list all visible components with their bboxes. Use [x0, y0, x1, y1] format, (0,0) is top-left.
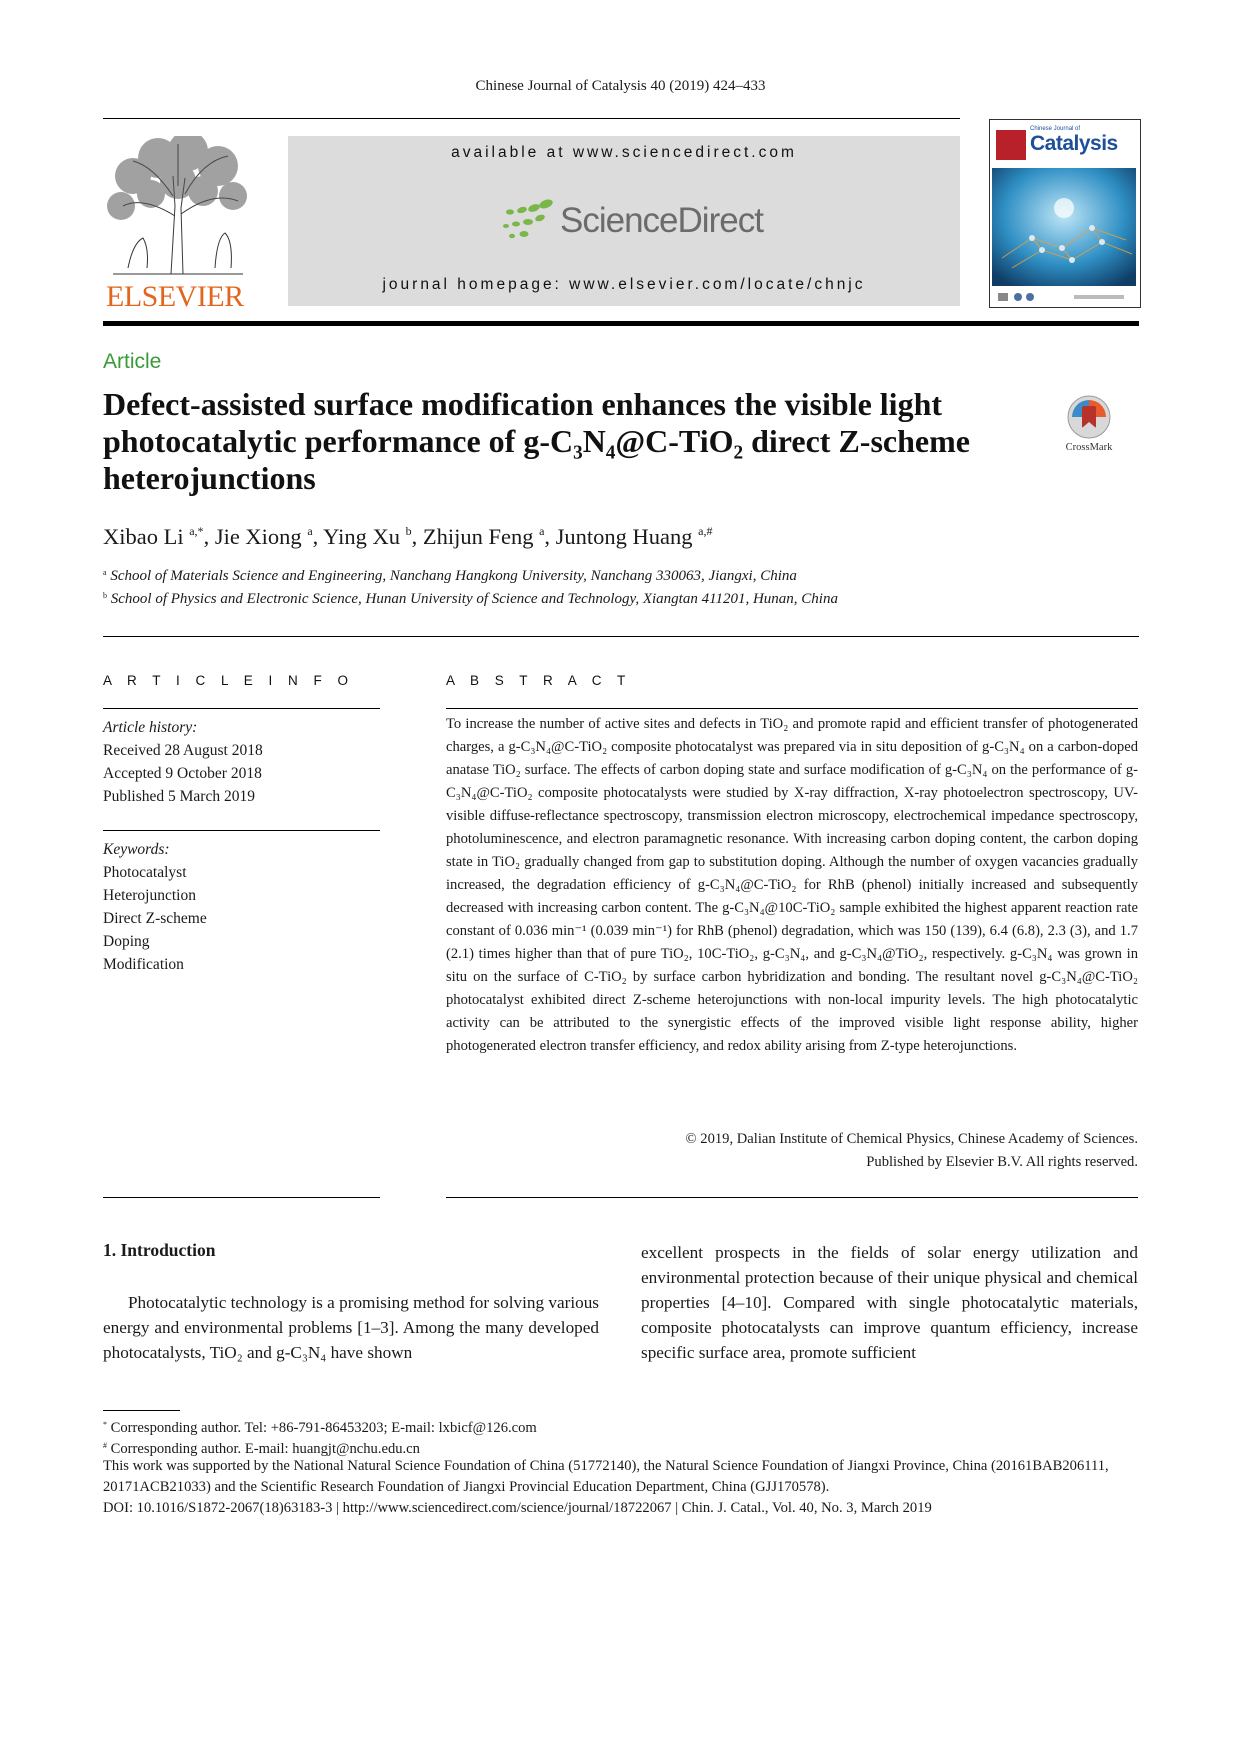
copyright-line: © 2019, Dalian Institute of Chemical Physics, Chinese Academy of Sciences.	[685, 1131, 1138, 1147]
author-affil-mark: a,*	[189, 524, 204, 538]
history-accepted: Accepted 9 October 2018	[103, 765, 262, 782]
keyword-item[interactable]: Doping	[103, 933, 150, 950]
elsevier-wordmark: ELSEVIER	[106, 280, 244, 313]
keyword-item[interactable]: Heterojunction	[103, 887, 196, 904]
author-affil-mark: a,#	[698, 524, 713, 538]
cover-title: Catalysis	[1030, 132, 1118, 155]
author-name[interactable]: Zhijun Feng	[422, 524, 534, 549]
cover-footer	[994, 290, 1134, 302]
article-info-heading: A R T I C L E I N F O	[103, 673, 355, 688]
sciencedirect-logo[interactable]	[498, 198, 768, 248]
footnote-funding: This work was supported by the National Natural Science Foundation of China (51772140), the Natural Science Foundation of Jiangxi Province, China (20161BAB206111, 20171ACB21033) and the Scientific Research Foundation of Jiangxi Provincial Education Department, China (GJJ170578).	[103, 1458, 1109, 1495]
keyword-item[interactable]: Modification	[103, 956, 184, 973]
journal-seal-icon	[996, 130, 1026, 160]
author-name[interactable]: Ying Xu	[323, 524, 400, 549]
author-name[interactable]: Xibao Li	[103, 524, 184, 549]
intro-column-left: Photocatalytic technology is a promising method for solving various energy and environmental problems [1–3]. Among the many developed photocatalysts, TiO₂ and g-C₃N₄ have shown	[103, 1293, 599, 1362]
intro-column-right: excellent prospects in the fields of solar energy utilization and environmental protection because of their unique physical and chemical properties [4–10]. Compared with single photocatalytic materials, composite photocatalysts can improve quantum efficiency, increase specific surface area, promote sufficient	[641, 1243, 1138, 1362]
sciencedirect-banner	[288, 136, 960, 306]
author-affil-mark: a	[307, 524, 313, 538]
affiliation-text: School of Materials Science and Engineering, Nanchang Hangkong University, Nanchang 330063, Jiangxi, China	[110, 568, 797, 584]
footnote-mark: *	[103, 1420, 107, 1429]
info-rule	[103, 1197, 380, 1198]
crossmark-icon	[1062, 394, 1116, 442]
running-head: Chinese Journal of Catalysis 40 (2019) 424–433	[475, 78, 766, 94]
header-thick-rule	[103, 321, 1139, 326]
affiliation	[103, 568, 797, 585]
journal-homepage-text: journal homepage: www.elsevier.com/locate/chnjc	[382, 276, 866, 293]
title-line: heterojunctions	[103, 460, 316, 496]
author-affil-mark: a	[539, 524, 545, 538]
affiliation	[103, 591, 838, 608]
sciencedirect-wordmark: ScienceDirect	[560, 201, 763, 240]
copyright-line: Published by Elsevier B.V. All rights reserved.	[866, 1154, 1138, 1170]
keyword-item[interactable]: Photocatalyst	[103, 864, 187, 881]
info-rule	[103, 708, 380, 709]
article-type-label: Article	[103, 350, 162, 373]
title-line: photocatalytic performance of g-C₃N₄@C-TiO₂ direct Z-scheme	[103, 423, 970, 459]
article-title	[103, 386, 1063, 497]
crossmark-badge[interactable]	[1062, 394, 1116, 464]
sciencedirect-dots-icon	[498, 198, 558, 246]
author-name[interactable]: Jie Xiong	[214, 524, 302, 549]
available-at-text: available at www.sciencedirect.com	[451, 144, 797, 161]
cover-publisher-marks-icon	[994, 291, 1134, 303]
author-list: Xibao Li $^{a,*}$, Jie Xiong $^a$, Ying Xu $^b$, Zhijun Feng $^a$, Juntong Huang $^{a,\#}$	[103, 524, 713, 549]
header-rule	[103, 118, 960, 119]
crossmark-label: CrossMark	[1065, 442, 1113, 453]
history-received: Received 28 August 2018	[103, 742, 263, 759]
section-heading-introduction: 1. Introduction	[103, 1240, 216, 1260]
author-name[interactable]: Juntong Huang	[555, 524, 693, 549]
info-rule	[103, 830, 380, 831]
abstract-heading: A B S T R A C T	[446, 673, 632, 688]
elsevier-tree-icon	[103, 136, 253, 276]
elsevier-logo[interactable]	[103, 136, 259, 313]
affiliation-text: School of Physics and Electronic Science, Hunan University of Science and Technology, Xiangtan 411201, Hunan, China	[110, 591, 838, 607]
cover-subtitle: Chinese Journal of	[1030, 126, 1081, 132]
history-label: Article history:	[103, 719, 198, 736]
affiliation-mark: b	[103, 591, 107, 600]
footnote-doi[interactable]: DOI: 10.1016/S1872-2067(18)63183-3 | http://www.sciencedirect.com/science/journal/18722067 | Chin. J. Catal., Vol. 40, No. 3, March 2019	[103, 1500, 932, 1516]
title-line: Defect-assisted surface modification enhances the visible light	[103, 386, 943, 422]
footnote-mark: #	[103, 1441, 107, 1450]
author-affil-mark: b	[405, 524, 412, 538]
footnote-text: Corresponding author. E-mail: huangjt@nchu.edu.cn	[110, 1441, 420, 1457]
abstract-rule	[446, 708, 1138, 709]
journal-cover-thumbnail[interactable]	[989, 119, 1141, 308]
section-rule	[103, 636, 1139, 637]
keywords-label: Keywords:	[103, 841, 170, 858]
history-published: Published 5 March 2019	[103, 788, 255, 805]
keyword-item[interactable]: Direct Z-scheme	[103, 910, 207, 927]
abstract-body: To increase the number of active sites and defects in TiO₂ and promote rapid and efficient transfer of photogenerated charges, a g-C₃N₄@C-TiO₂ composite photocatalyst was prepared via in situ deposition of g-C₃N₄ on a carbon-doped anatase TiO₂ surface. The effects of carbon doping state and surface modification of g-C₃N₄ on the performance of g-C₃N₄@C-TiO₂ composite photocatalysts were studied by X-ray diffraction, X-ray photoelectron spectroscopy, UV-visible diffuse-reflectance spectroscopy, transmission electron microscopy, electrochemical impedance spectroscopy, photoluminescence, and electron paramagnetic resonance. With increasing carbon doping content, the carbon doping state in TiO₂ gradually changed from gap to substitution doping. Although the number of oxygen vacancies gradually increased, the degradation efficiency of g-C₃N₄@C-TiO₂ for RhB (phenol) initially increased and subsequently decreased with increasing carbon content. The g-C₃N₄@10C-TiO₂ sample exhibited the highest apparent reaction rate constant of 0.036 min⁻¹ (0.039 min⁻¹) for RhB (phenol) degradation, which was 150 (139), 6.4 (6.8), 2.3 (3), and 1.7 (2.1) times higher than that of pure TiO₂, 10C-TiO₂, g-C₃N₄, and g-C₃N₄@TiO₂, respectively. g-C₃N₄ was grown in situ on the surface of C-TiO₂ by surface carbon hybridization and bonding. The resultant novel g-C₃N₄@C-TiO₂ photocatalyst exhibited direct Z-scheme heterojunctions with non-local impurity levels. The high photocatalytic activity can be attributed to the synergistic effects of the improved visible light response ability, higher photogenerated electron transfer efficiency, and redox ability arising from Z-type heterojunctions.	[446, 716, 1138, 1054]
footnote-text: Corresponding author. Tel: +86-791-86453203; E-mail: lxbicf@126.com	[110, 1420, 537, 1436]
abstract-rule	[446, 1197, 1138, 1198]
footnote-rule	[103, 1410, 180, 1411]
affiliation-mark: a	[103, 568, 107, 577]
cover-artwork-icon	[992, 168, 1136, 286]
